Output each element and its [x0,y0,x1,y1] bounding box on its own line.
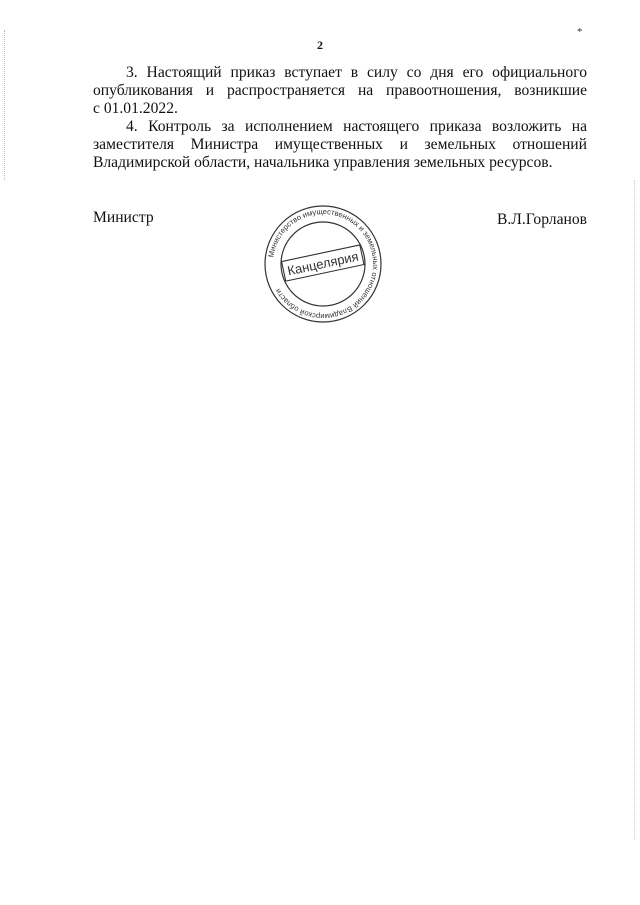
document-body [93,64,587,172]
corner-mark: * [577,26,583,38]
page-number: 2 [317,38,323,52]
stamp-seal-icon [258,205,388,323]
signatory-name: В.Л.Горланов [496,211,587,228]
paragraph-3-tail: с 01.01.2022. [93,100,178,117]
stamp-center-text: Канцелярия [286,248,360,279]
paragraph-4: 4. Контроль за исполнением настоящего приказа возложить на заместителя Министра имущественных и земельных отношений Владимирской области, начальника управления земельных ресурсов. [93,118,587,171]
paragraph-3: 3. Настоящий приказ вступает в силу со дня его официального опубликования и распространяется на правоотношения, возникшие [93,64,587,99]
scan-edge-mark-right [634,180,637,840]
signatory-title: Министр [93,209,154,226]
stamp-ring-text: Министерство имущественных и земельных отношений Владимирской области [266,206,381,322]
office-stamp [258,205,388,323]
